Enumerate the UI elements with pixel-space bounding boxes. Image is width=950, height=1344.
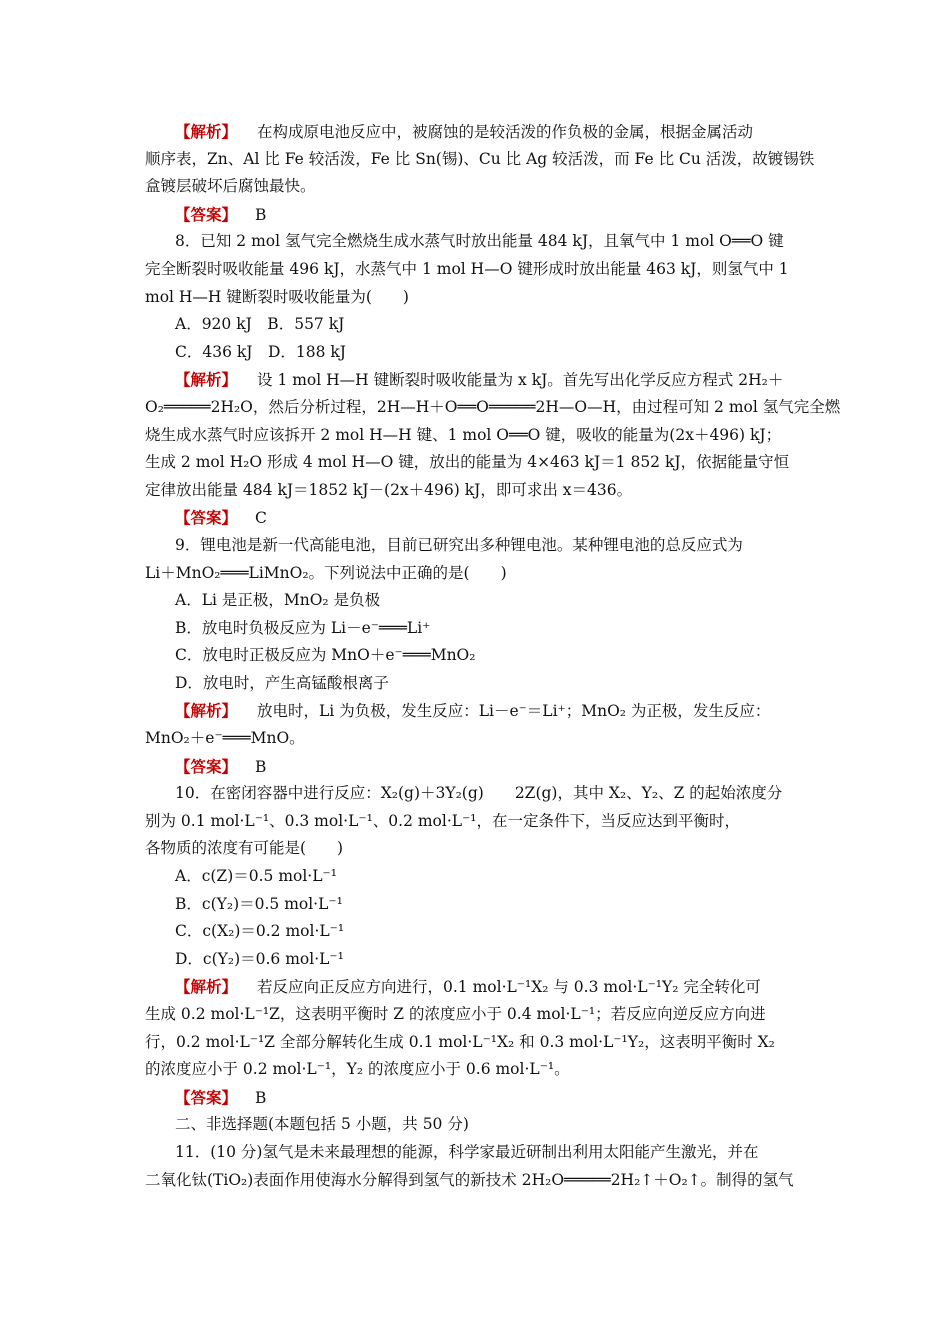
section-heading: 二、非选择题(本题包括 5 小题，共 50 分)	[175, 1115, 469, 1134]
answer-tag: 【答案】	[175, 204, 238, 224]
analysis-tag: 【解析】	[175, 370, 238, 390]
q8-analysis-line-2: O₂═════2H₂O，然后分析过程，2H—H＋O══O═════2H—O—H，由过程可知 2 mol 氢气完全燃	[145, 397, 841, 416]
q10-option-d: D．c(Y₂)＝0.6 mol·L⁻¹	[175, 949, 344, 968]
q10-analysis-line-4: 的浓度应小于 0.2 mol·L⁻¹，Y₂ 的浓度应小于 0.6 mol·L⁻¹。	[145, 1060, 570, 1079]
q7-answer: 【答案】 B	[175, 204, 267, 224]
q10-option-b: B．c(Y₂)＝0.5 mol·L⁻¹	[175, 894, 343, 913]
q7-analysis-line-3: 盒镀层破坏后腐蚀最快。	[145, 177, 316, 196]
q7-analysis-line-1: 【解析】 在构成原电池反应中，被腐蚀的是较活泼的作负极的金属，根据金属活动	[175, 122, 754, 141]
q9-option-d: D．放电时，产生高锰酸根离子	[175, 673, 389, 692]
q9-option-b: B．放电时负极反应为 Li－e⁻═══Li⁺	[175, 618, 431, 637]
q10-stem-line-3: 各物质的浓度有可能是( )	[145, 839, 344, 858]
q9-stem-line-1: 9．锂电池是新一代高能电池，目前已研究出多种锂电池。某种锂电池的总反应式为	[175, 535, 743, 554]
q10-answer: 【答案】 B	[175, 1087, 267, 1107]
q10-option-c: C．c(X₂)＝0.2 mol·L⁻¹	[175, 922, 345, 941]
analysis-tag: 【解析】	[175, 122, 238, 141]
q8-options-ab: A．920 kJ B．557 kJ	[175, 315, 345, 334]
q8-analysis-line-5: 定律放出能量 484 kJ＝1852 kJ－(2x＋496) kJ，即可求出 x＝436。	[145, 480, 633, 499]
q8-options-cd: C．436 kJ D．188 kJ	[175, 342, 347, 361]
q8-stem-line-3: mol H—H 键断裂时吸收能量为( )	[145, 287, 409, 306]
q11-stem-line-2: 二氧化钛(TiO₂)表面作用使海水分解得到氢气的新技术 2H₂O═════2H₂↑＋O₂↑。制得的氢气	[145, 1170, 794, 1189]
q10-stem-line-1: 10．在密闭容器中进行反应：X₂(g)＋3Y₂(g) 2Z(g)，其中 X₂、Y₂、Z 的起始浓度分	[175, 784, 783, 803]
q10-option-a: A．c(Z)＝0.5 mol·L⁻¹	[175, 867, 337, 886]
q10-analysis-line-3: 行，0.2 mol·L⁻¹Z 全部分解转化生成 0.1 mol·L⁻¹X₂ 和 0.3 mol·L⁻¹Y₂，这表明平衡时 X₂	[145, 1032, 775, 1051]
q9-answer: 【答案】 B	[175, 756, 267, 776]
answer-tag: 【答案】	[175, 1087, 238, 1107]
q9-analysis-line-1: 【解析】 放电时，Li 为负极，发生反应：Li－e⁻＝Li⁺；MnO₂ 为正极，发生反应：	[175, 701, 771, 721]
q10-stem-line-2: 别为 0.1 mol·L⁻¹、0.3 mol·L⁻¹、0.2 mol·L⁻¹，在一定条件下，当反应达到平衡时，	[145, 811, 740, 830]
q8-stem-line-2: 完全断裂时吸收能量 496 kJ，水蒸气中 1 mol H—O 键形成时放出能量 463 kJ，则氢气中 1	[145, 259, 789, 278]
q8-analysis-line-3: 烧生成水蒸气时应该拆开 2 mol H—H 键、1 mol O══O 键，吸收的能量为(2x＋496) kJ；	[145, 425, 782, 444]
analysis-tag: 【解析】	[175, 701, 238, 721]
q9-stem-line-2: Li＋MnO₂═══LiMnO₂。下列说法中正确的是( )	[145, 563, 507, 582]
answer-tag: 【答案】	[175, 756, 238, 776]
document-content	[145, 118, 841, 1194]
q11-stem-line-1: 11．(10 分)氢气是未来最理想的能源，科学家最近研制出利用太阳能产生激光，并在	[175, 1142, 759, 1161]
analysis-tag: 【解析】	[175, 977, 238, 997]
q9-analysis-line-2: MnO₂＋e⁻═══MnO。	[145, 729, 305, 748]
q9-option-c: C．放电时正极反应为 MnO＋e⁻═══MnO₂	[175, 646, 476, 665]
q8-answer: 【答案】 C	[175, 508, 267, 528]
q8-analysis-line-1: 【解析】 设 1 mol H—H 键断裂时吸收能量为 x kJ。首先写出化学反应方程式 2H₂＋	[175, 370, 784, 390]
q7-analysis-line-2: 顺序表，Zn、Al 比 Fe 较活泼，Fe 比 Sn(锡)、Cu 比 Ag 较活泼，而 Fe 比 Cu 活泼，故镀锡铁	[145, 149, 815, 168]
answer-tag: 【答案】	[175, 508, 238, 528]
q8-stem-line-1: 8．已知 2 mol 氢气完全燃烧生成水蒸气时放出能量 484 kJ，且氧气中 1 mol O══O 键	[175, 232, 784, 251]
q10-analysis-line-2: 生成 0.2 mol·L⁻¹Z，这表明平衡时 Z 的浓度应小于 0.4 mol·L⁻¹；若反应向逆反应方向进	[145, 1005, 766, 1023]
q10-analysis-line-1: 【解析】 若反应向正反应方向进行，0.1 mol·L⁻¹X₂ 与 0.3 mol·L⁻¹Y₂ 完全转化可	[175, 977, 761, 997]
q9-option-a: A．Li 是正极，MnO₂ 是负极	[175, 591, 381, 610]
q8-analysis-line-4: 生成 2 mol H₂O 形成 4 mol H—O 键，放出的能量为 4×463 kJ＝1 852 kJ，依据能量守恒	[145, 453, 790, 472]
